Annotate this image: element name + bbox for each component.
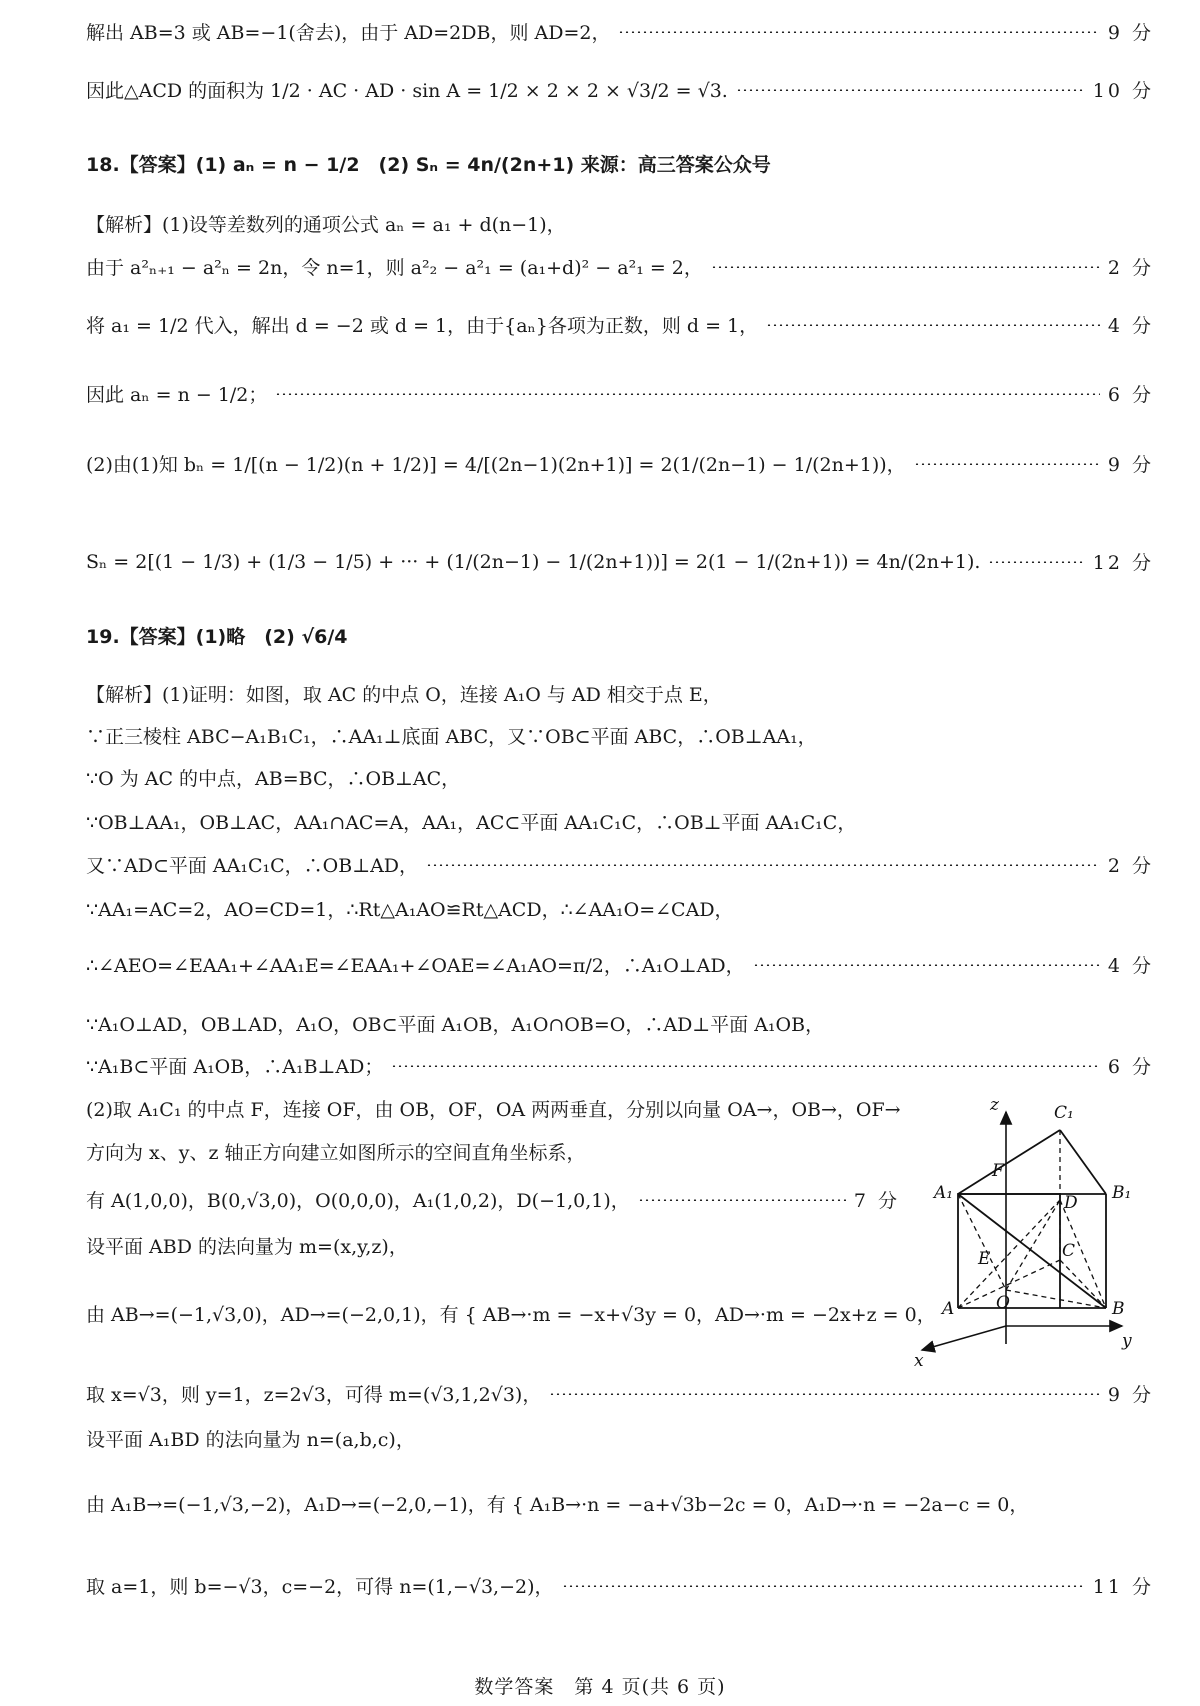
leader-dots [562,1585,1085,1587]
line-score: 11 分 [1092,1576,1154,1598]
leader-dots [549,1393,1100,1395]
line-text: 由 AB→=(−1,√3,0)，AD→=(−2,0,1)，有 { AB→·m = −x+√3y = 0，AD→·m = −2x+z = 0， [86,1304,936,1326]
text-line [86,253,1154,280]
text-line [86,680,1154,707]
line-text: 因此 aₙ = n − 1/2； [86,384,268,406]
x-axis [922,1326,1006,1350]
line-text: 将 a₁ = 1/2 代入，解出 d = −2 或 d = 1，由于{aₙ}各项为正数，则 d = 1， [86,315,759,337]
page-footer: 数学答案 第 4 页(共 6 页) [474,1676,726,1698]
line-text: 设平面 A₁BD 的法向量为 n=(a,b,c)， [86,1429,415,1451]
line-text: 【解析】(1)设等差数列的通项公式 aₙ = a₁ + d(n−1)， [86,214,566,236]
line-text: 方向为 x、y、z 轴正方向建立如图所示的空间直角坐标系， [86,1142,586,1164]
label-A: A [942,1299,955,1319]
line-text: ∵A₁O⊥AD，OB⊥AD，A₁O，OB⊂平面 A₁OB，A₁O∩OB=O，∴AD⊥平面 A₁OB， [86,1014,825,1036]
text-line [86,450,1154,477]
line-score: 4 分 [1107,315,1154,337]
text-line [86,1380,1154,1407]
leader-dots [988,561,1084,563]
line-score: 6 分 [1107,384,1154,406]
line-text: 18.【答案】(1) aₙ = n − 1/2 (2) Sₙ = 4n/(2n+1) 来源：高三答案公众号 [86,154,771,176]
leader-dots [618,31,1099,33]
label-y: y [1122,1331,1132,1351]
label-D: D [1064,1193,1078,1213]
label-x: x [914,1351,924,1370]
leader-dots [914,463,1100,465]
text-line [86,18,1154,45]
text-line [86,895,1154,922]
label-z: z [990,1095,999,1115]
line-text: 因此△ACD 的面积为 1/2 · AC · AD · sin A = 1/2 × 2 × 2 × √3/2 = √3. [86,80,728,102]
line-text: ∵A₁B⊂平面 A₁OB，∴A₁B⊥AD； [86,1056,384,1078]
text-line [86,1232,900,1259]
answer-heading [86,150,1154,177]
line-text: 由于 a²ₙ₊₁ − a²ₙ = 2n，令 n=1，则 a²₂ − a²₁ = (a₁+d)² − a²₁ = 2， [86,257,703,279]
text-line [86,1425,1154,1452]
text-line [86,1052,1154,1079]
text-line [86,1010,1154,1037]
text-line [86,311,1154,338]
leader-dots [753,964,1100,966]
text-line [86,764,1154,791]
line-text: 解出 AB=3 或 AB=−1(舍去)，由于 AD=2DB，则 AD=2， [86,22,611,44]
line-score: 4 分 [1107,955,1154,977]
line-text: 由 A₁B→=(−1,√3,−2)，A₁D→=(−2,0,−1)，有 { A₁B→·n = −a+√3b−2c = 0，A₁D→·n = −2a−c = 0， [86,1494,1029,1516]
line-text: 设平面 ABD 的法向量为 m=(x,y,z)， [86,1236,408,1258]
text-line [86,1138,900,1165]
label-F: F [992,1161,1004,1181]
line-text: Sₙ = 2[(1 − 1/3) + (1/3 − 1/5) + ··· + (1/(2n−1) − 1/(2n+1))] = 2(1 − 1/(2n+1)) = 4n/(2n+1). [86,550,981,573]
line-text: (2)由(1)知 bₙ = 1/[(n − 1/2)(n + 1/2)] = 4/[(2n−1)(2n+1)] = 2(1/(2n−1) − 1/(2n+1))， [86,454,906,476]
text-line [86,1186,900,1213]
label-O: O [996,1293,1010,1313]
leader-dots [275,393,1099,395]
text-line [86,951,1154,978]
label-A1: A₁ [934,1183,954,1203]
text-line [86,722,1154,749]
answer-heading [86,622,1154,649]
line-text: 19.【答案】(1)略 (2) √6/4 [86,626,348,648]
line-text: ∵正三棱柱 ABC−A₁B₁C₁，∴AA₁⊥底面 ABC，又∵OB⊂平面 ABC，∴OB⊥AA₁， [86,726,817,748]
edge-C1B1 [1060,1130,1106,1194]
text-line [86,210,1154,237]
text-line [86,1300,936,1327]
leader-dots [391,1065,1100,1067]
edge-A1C1 [958,1130,1060,1194]
line-text: 【解析】(1)证明：如图，取 AC 的中点 O，连接 A₁O 与 AD 相交于点 E， [86,684,722,706]
line-score: 2 分 [1107,257,1154,279]
label-E: E [978,1249,991,1269]
line-text: 又∵AD⊂平面 AA₁C₁C，∴OB⊥AD， [86,855,419,877]
label-C: C [1062,1241,1076,1261]
line-text: ∵AA₁=AC=2，AO=CD=1，∴Rt△A₁AO≌Rt△ACD，∴∠AA₁O=∠CAD， [86,899,734,921]
text-line [86,851,1154,878]
line-text: ∴∠AEO=∠EAA₁+∠AA₁E=∠EAA₁+∠OAE=∠A₁AO=π/2，∴A₁O⊥AD， [86,955,745,977]
line-text: 取 a=1，则 b=−√3，c=−2，可得 n=(1,−√3,−2)， [86,1576,554,1598]
text-line [86,808,1154,835]
leader-dots [426,864,1100,866]
line-score: 12 分 [1092,552,1154,574]
line-score: 9 分 [1107,1384,1154,1406]
line-score: 9 分 [1107,454,1154,476]
line-text: (2)取 A₁C₁ 的中点 F，连接 OF，由 OB，OF，OA 两两垂直，分别以向量 OA→，OB→，OF→ [86,1099,901,1121]
text-line [86,548,1154,575]
leader-dots [736,89,1085,91]
label-B1: B₁ [1112,1183,1132,1203]
text-line [86,1572,1154,1599]
hidden-edges [958,1130,1106,1308]
line-score: 9 分 [1107,22,1154,44]
leader-dots [766,324,1100,326]
line-text: ∵OB⊥AA₁，OB⊥AC，AA₁∩AC=A，AA₁，AC⊂平面 AA₁C₁C，∴OB⊥平面 AA₁C₁C， [86,812,857,834]
line-score: 7 分 [853,1190,900,1212]
text-line [86,1490,1154,1517]
label-C1: C₁ [1054,1103,1074,1123]
line-text: 有 A(1,0,0)，B(0,√3,0)，O(0,0,0)，A₁(1,0,2)，D(−1,0,1)， [86,1190,630,1212]
line-score: 2 分 [1107,855,1154,877]
label-B: B [1112,1299,1125,1319]
line-text: ∵O 为 AC 的中点，AB=BC，∴OB⊥AC， [86,768,461,790]
line-text: 取 x=√3，则 y=1，z=2√3，可得 m=(√3,1,2√3)， [86,1384,542,1406]
line-score: 10 分 [1092,80,1154,102]
prism-figure [900,1090,1150,1370]
text-line [86,76,1154,103]
leader-dots [711,266,1100,268]
prism-diagram [900,1090,1150,1370]
line-score: 6 分 [1107,1056,1154,1078]
text-line [86,1095,900,1122]
leader-dots [638,1199,846,1201]
text-line [86,380,1154,407]
